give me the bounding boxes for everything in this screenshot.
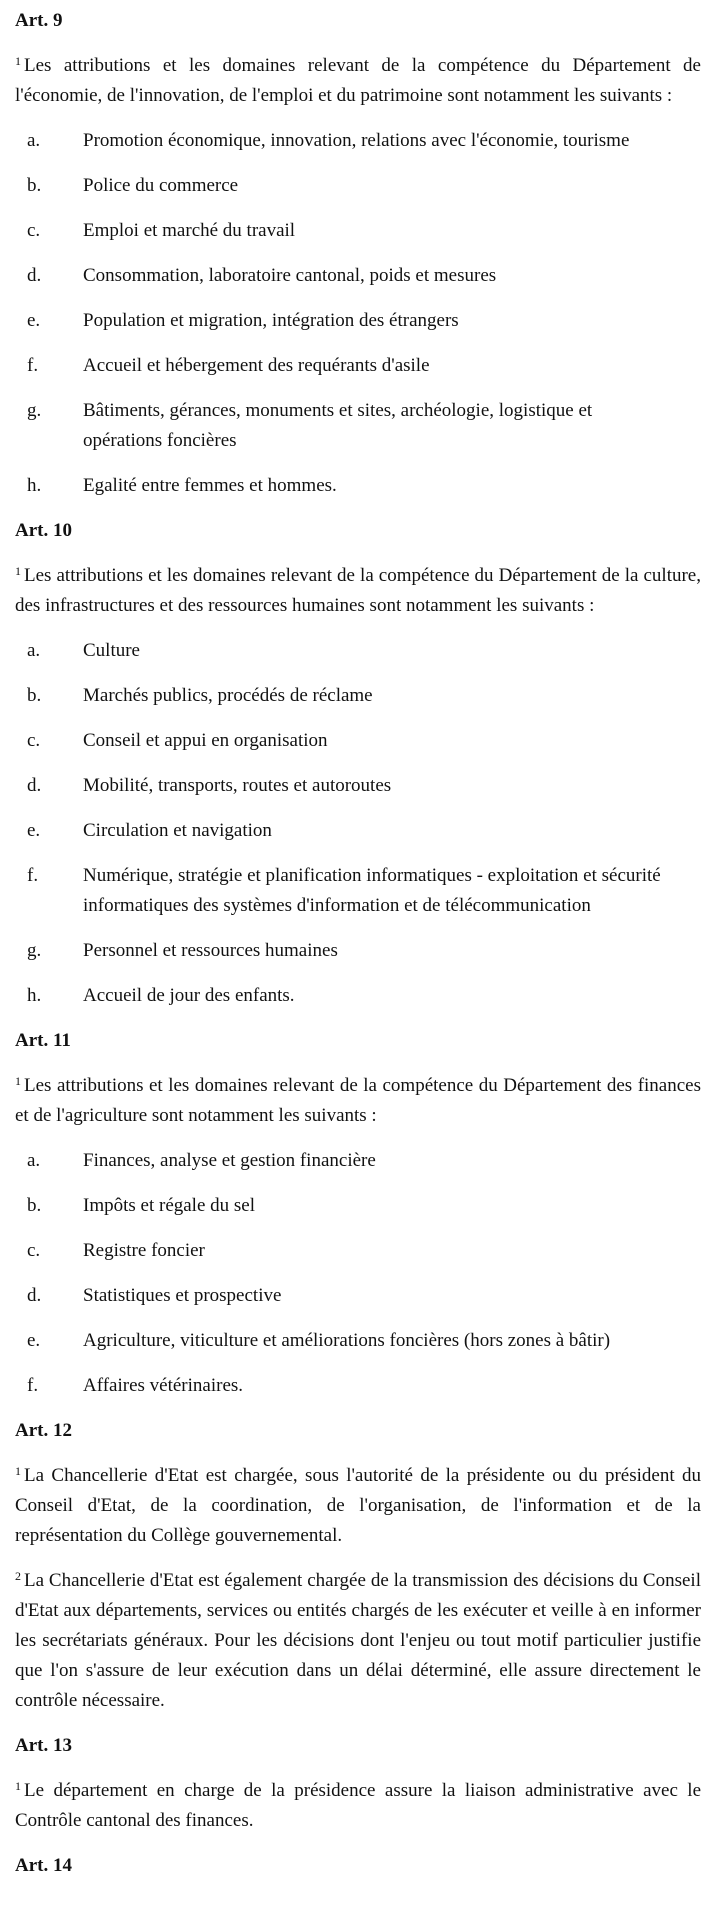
list-item	[15, 1191, 701, 1221]
list-item	[15, 306, 701, 336]
list-item-text: Registre foncier	[83, 1240, 205, 1261]
list-item-text: Personnel et ressources humaines	[83, 940, 338, 961]
list-item-text: Conseil et appui en organisation	[83, 730, 328, 751]
paragraph-number: 2	[15, 1569, 21, 1583]
list-item	[15, 396, 701, 456]
paragraph-text: La Chancellerie d'Etat est également chargée de la transmission des décisions du Conseil d'Etat aux départements, services ou entités chargés de les exécuter et veille à en informer les secrétariats généraux. Pour les décisions dont l'enjeu ou tout motif particulier justifie que l'on s'assure de leur exécution dans un délai déterminé, elle assure directement le contrôle nécessaire.	[15, 1570, 701, 1711]
list-item	[15, 216, 701, 246]
list-item-letter: c.	[27, 220, 41, 241]
list-item-text: Emploi et marché du travail	[83, 220, 296, 241]
list-item	[15, 126, 701, 156]
article-paragraph	[15, 51, 701, 111]
list-item	[15, 681, 701, 711]
article-paragraph	[15, 561, 701, 621]
article-heading: Art. 11	[15, 1030, 71, 1051]
list-item-letter: e.	[27, 1330, 41, 1351]
article-heading: Art. 14	[15, 1855, 72, 1876]
paragraph-number: 1	[15, 54, 21, 68]
paragraph-text: Les attributions et les domaines relevant de la compétence du Département des finances et de l'agriculture sont notamment les suivants :	[15, 1075, 701, 1126]
article-section	[15, 6, 701, 501]
list-item	[15, 1146, 701, 1176]
list-item-text: Agriculture, viticulture et améliorations foncières (hors zones à bâtir)	[83, 1330, 611, 1351]
list-item-letter: a.	[27, 1150, 41, 1171]
list-item-letter: e.	[27, 820, 41, 841]
article-heading: Art. 10	[15, 520, 72, 541]
list-item	[15, 726, 701, 756]
paragraph-text: Les attributions et les domaines relevant de la compétence du Département de la culture, des infrastructures et des ressources humaines sont notamment les suivants :	[15, 565, 701, 616]
list-item-text: Accueil et hébergement des requérants d'asile	[83, 355, 430, 376]
list-item	[15, 1281, 701, 1311]
list-item-text: Marchés publics, procédés de réclame	[83, 685, 373, 706]
list-item	[15, 351, 701, 381]
list-item-text: Impôts et régale du sel	[83, 1195, 256, 1216]
list-item-text: Finances, analyse et gestion financière	[83, 1150, 376, 1171]
list-item-text: Culture	[83, 640, 140, 661]
list-item	[15, 1236, 701, 1266]
article-section	[15, 1731, 701, 1836]
enumeration-list	[15, 1146, 701, 1401]
list-item-text: Mobilité, transports, routes et autoroutes	[83, 775, 392, 796]
article-section	[15, 1026, 701, 1401]
article-heading: Art. 12	[15, 1420, 72, 1441]
list-item-letter: g.	[27, 940, 42, 961]
list-item-text: Promotion économique, innovation, relations avec l'économie, tourisme	[83, 130, 630, 151]
list-item-text: Bâtiments, gérances, monuments et sites, archéologie, logistique et opérations foncières	[83, 400, 593, 451]
list-item-letter: e.	[27, 310, 41, 331]
paragraph-text: La Chancellerie d'Etat est chargée, sous l'autorité de la présidente ou du président du Conseil d'Etat, de la coordination, de l'organisation, de l'information et de la représentation du Collège gouvernemental.	[15, 1465, 701, 1546]
article-paragraph	[15, 1566, 701, 1716]
list-item	[15, 816, 701, 846]
list-item-letter: f.	[27, 355, 39, 376]
list-item-letter: b.	[27, 685, 42, 706]
list-item-letter: g.	[27, 400, 42, 421]
article-heading: Art. 9	[15, 10, 63, 31]
list-item	[15, 171, 701, 201]
paragraph-number: 1	[15, 1464, 21, 1478]
article-heading: Art. 13	[15, 1735, 72, 1756]
paragraph-text: Le département en charge de la présidence assure la liaison administrative avec le Contrôle cantonal des finances.	[15, 1780, 701, 1831]
list-item-letter: c.	[27, 1240, 41, 1261]
list-item	[15, 936, 701, 966]
list-item-letter: f.	[27, 1375, 39, 1396]
article-paragraph	[15, 1461, 701, 1551]
list-item-text: Consommation, laboratoire cantonal, poids et mesures	[83, 265, 497, 286]
article-section	[15, 1416, 701, 1716]
paragraph-number: 1	[15, 1074, 21, 1088]
list-item-text: Police du commerce	[83, 175, 239, 196]
list-item-letter: h.	[27, 985, 42, 1006]
list-item	[15, 636, 701, 666]
list-item-letter: f.	[27, 865, 39, 886]
list-item	[15, 771, 701, 801]
list-item-text: Accueil de jour des enfants.	[83, 985, 295, 1006]
article-paragraph	[15, 1071, 701, 1131]
list-item-letter: d.	[27, 265, 42, 286]
list-item-letter: a.	[27, 640, 41, 661]
list-item-letter: h.	[27, 475, 42, 496]
paragraph-text: Les attributions et les domaines relevant de la compétence du Département de l'économie, de l'innovation, de l'emploi et du patrimoine sont notamment les suivants :	[15, 55, 701, 106]
article-section	[15, 1851, 701, 1881]
list-item-text: Statistiques et prospective	[83, 1285, 282, 1306]
list-item	[15, 1371, 701, 1401]
paragraph-number: 1	[15, 564, 21, 578]
list-item-text: Population et migration, intégration des étrangers	[83, 310, 459, 331]
list-item-text: Egalité entre femmes et hommes.	[83, 475, 337, 496]
list-item-letter: b.	[27, 175, 42, 196]
list-item-letter: c.	[27, 730, 41, 751]
list-item	[15, 471, 701, 501]
list-item-letter: d.	[27, 775, 42, 796]
paragraph-number: 1	[15, 1779, 21, 1793]
list-item	[15, 861, 701, 921]
list-item-text: Affaires vétérinaires.	[83, 1375, 244, 1396]
list-item-text: Circulation et navigation	[83, 820, 272, 841]
article-paragraph	[15, 1776, 701, 1836]
list-item-text: Numérique, stratégie et planification informatiques - exploitation et sécurité informatiques des systèmes d'information et de télécommunication	[83, 865, 661, 916]
list-item	[15, 981, 701, 1011]
list-item-letter: a.	[27, 130, 41, 151]
article-section	[15, 516, 701, 1011]
list-item-letter: d.	[27, 1285, 42, 1306]
enumeration-list	[15, 126, 701, 501]
list-item-letter: b.	[27, 1195, 42, 1216]
enumeration-list	[15, 636, 701, 1011]
list-item	[15, 261, 701, 291]
list-item	[15, 1326, 701, 1356]
